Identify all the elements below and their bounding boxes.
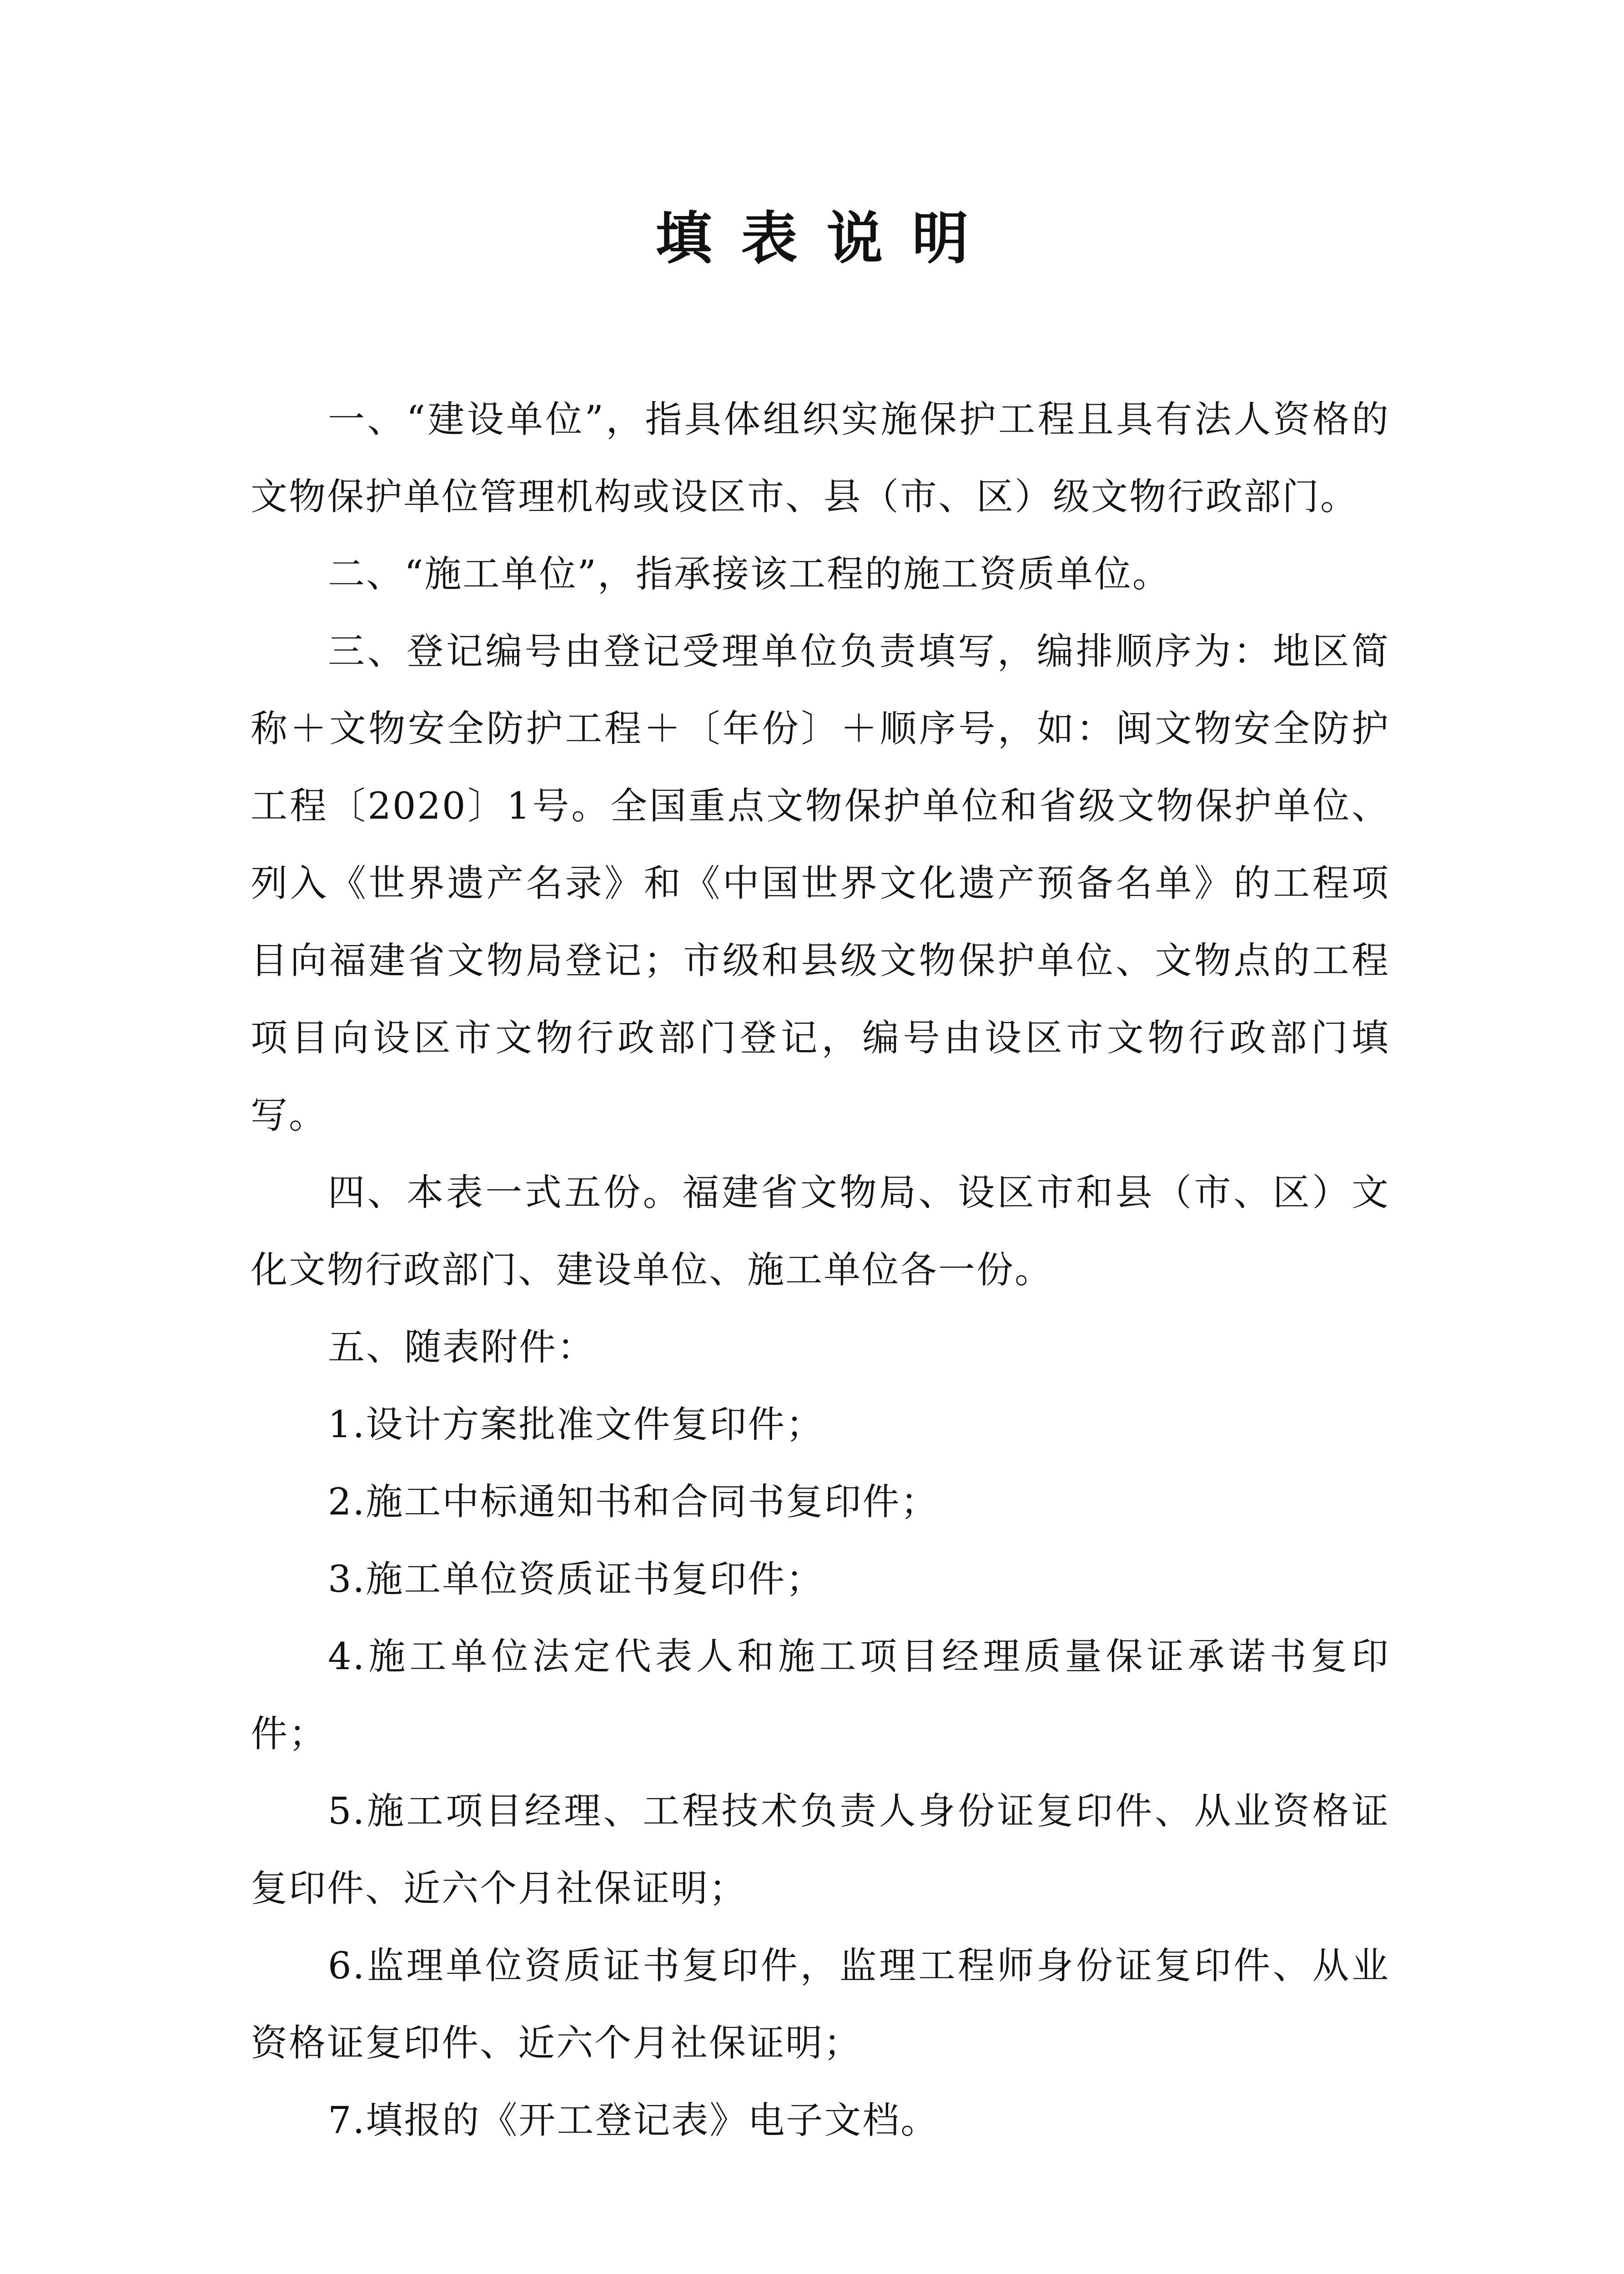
attachment-item-2: 2.施工中标通知书和合同书复印件； bbox=[328, 1481, 939, 1524]
page-title: 填表说明 bbox=[655, 206, 998, 272]
paragraph-copies: 四、本表一式五份。福建省文物局、设区市和县（市、区）文化文物行政部门、建设单位、施工单位各一份。 bbox=[251, 1172, 1390, 1292]
attachment-item-4: 4.施工单位法定代表人和施工项目经理质量保证承诺书复印件； bbox=[251, 1635, 1390, 1756]
instructions-body bbox=[251, 381, 1390, 2159]
attachment-item-3: 3.施工单位资质证书复印件； bbox=[328, 1558, 825, 1601]
paragraph-registration-number: 三、登记编号由登记受理单位负责填写，编排顺序为：地区简称＋文物安全防护工程＋〔年份〕＋顺序号，如：闽文物安全防护工程〔2020〕1号。全国重点文物保护单位和省级文物保护单位、列入《世界遗产名录》和《中国世界文化遗产预备名单》的工程项目向福建省文物局登记；市级和县级文物保护单位、文物点的工程项目向设区市文物行政部门登记，编号由设区市文物行政部门填写。 bbox=[251, 630, 1390, 1137]
attachment-item-1: 1.设计方案批准文件复印件； bbox=[328, 1404, 825, 1446]
attachment-item-5: 5.施工项目经理、工程技术负责人身份证复印件、从业资格证复印件、近六个月社保证明； bbox=[251, 1790, 1390, 1910]
paragraph-contractor-unit: 二、“施工单位”，指承接该工程的施工资质单位。 bbox=[328, 553, 1171, 596]
paragraph-construction-unit: 一、“建设单位”，指具体组织实施保护工程且具有法人资格的文物保护单位管理机构或设区市、县（市、区）级文物行政部门。 bbox=[251, 398, 1390, 518]
attachment-item-6: 6.监理单位资质证书复印件，监理工程师身份证复印件、从业资格证复印件、近六个月社保证明； bbox=[251, 1945, 1390, 2065]
paragraph-attachments-heading: 五、随表附件： bbox=[328, 1326, 596, 1369]
attachment-item-7: 7.填报的《开工登记表》电子文档。 bbox=[328, 2099, 939, 2142]
